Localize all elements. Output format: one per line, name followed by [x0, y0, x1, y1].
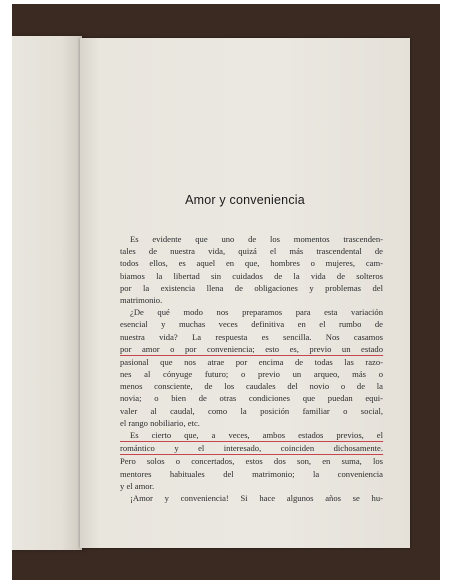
text-line: y el amor.: [120, 480, 155, 491]
text-line: pasional que nos atrae por encima de todas las razo-: [120, 356, 383, 367]
text-line-underlined: Es cierto que, a veces, ambos estados previos, el: [120, 429, 383, 442]
body-text: [120, 233, 383, 504]
text-line: biamos la libertad sin cuidados de la vida de solteros: [120, 270, 383, 281]
chapter-title: Amor y conveniencia: [185, 193, 305, 207]
left-page-edge: [12, 36, 82, 550]
text-line: menos consciente, de los caudales del novio o de la: [120, 381, 383, 392]
text-line: ¡Amor y conveniencia! Si hace algunos años se hu-: [130, 492, 383, 503]
text-line: nuestra vida? La respuesta es sencilla. Nos casamos: [120, 331, 383, 342]
text-line: matrimonio.: [120, 294, 163, 305]
text-line: todos ellos, es aquel en que, hombres o mujeres, cam-: [120, 258, 383, 269]
book-page: [80, 38, 410, 548]
text-line: esencial y muchas veces definitiva en el rumbo de: [120, 319, 383, 330]
text-line: valer al caudal, como la posición familiar o social,: [120, 405, 383, 416]
text-line: por la existencia llena de obligaciones y problemas del: [120, 282, 383, 293]
text-line: ¿De qué modo nos preparamos para esta variación: [130, 307, 383, 318]
text-line: novia; o bien de otras condiciones que puedan equi-: [120, 393, 383, 404]
text-line-underlined: por amor o por conveniencia; esto es, previo un estado: [120, 343, 383, 356]
text-line: el rango nobiliario, etc.: [120, 417, 200, 428]
text-line: mentores habituales del matrimonio; la conveniencia: [120, 468, 383, 479]
book-photo: [12, 4, 440, 580]
text-line: tales de nuestra vida, quizá el más trascendental de: [120, 246, 383, 257]
text-line: nes al cónyuge futuro; o previo un arqueo, más o: [120, 369, 383, 380]
text-line: Pero solos o concertados, estos dos son, en suma, los: [120, 456, 383, 467]
text-line-underlined: romántico y el interesado, coinciden dichosamente.: [120, 442, 383, 455]
text-line: Es evidente que uno de los momentos trascenden-: [130, 234, 383, 244]
